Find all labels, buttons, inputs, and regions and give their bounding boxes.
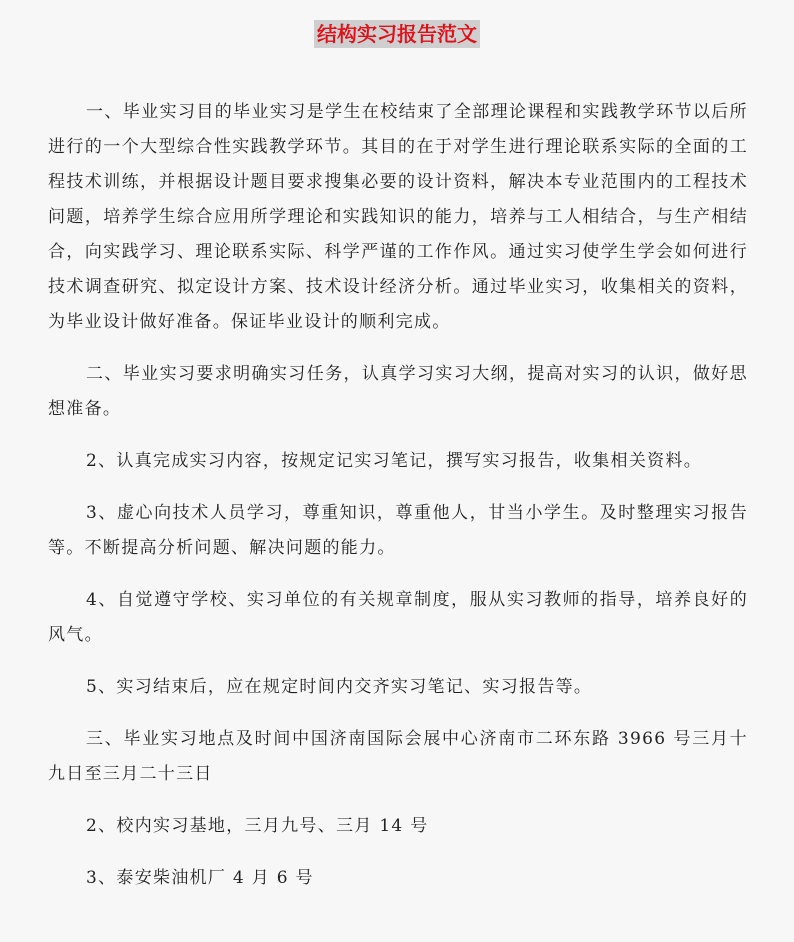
paragraph-requirement-2: 2、认真完成实习内容，按规定记实习笔记，撰写实习报告，收集相关资料。: [86, 451, 703, 471]
paragraph-internship-location: 三、毕业实习地点及时间中国济南国际会展中心济南市二环东路 3966 号三月十九日至三月二十三日: [48, 729, 748, 784]
paragraph-requirement-3: 3、虚心向技术人员学习，尊重知识，尊重他人，甘当小学生。及时整理实习报告等。不断提高分析问题、解决问题的能力。: [48, 503, 748, 558]
paragraph-internship-requirements: 二、毕业实习要求明确实习任务，认真学习实习大纲，提高对实习的认识，做好思想准备。: [48, 364, 748, 419]
paragraph-location-2: 2、校内实习基地，三月九号、三月 14 号: [86, 816, 429, 836]
title-container: [0, 20, 794, 48]
paragraph-location-3: 3、泰安柴油机厂 4 月 6 号: [86, 868, 314, 888]
paragraph-requirement-4: 4、自觉遵守学校、实习单位的有关规章制度，服从实习教师的指导，培养良好的风气。: [48, 590, 748, 645]
document-body: [48, 95, 748, 913]
paragraph-requirement-5: 5、实习结束后，应在规定时间内交齐实习笔记、实习报告等。: [86, 677, 593, 697]
document-title: 结构实习报告范文: [314, 20, 480, 48]
paragraph-internship-purpose: 一、毕业实习目的毕业实习是学生在校结束了全部理论课程和实践教学环节以后所进行的一个大型综合性实践教学环节。其目的在于对学生进行理论联系实际的全面的工程技术训练，并根据设计题目要求搜集必要的设计资料，解决本专业范围内的工程技术问题，培养学生综合应用所学理论和实践知识的能力，培养与工人相结合，与生产相结合，向实践学习、理论联系实际、科学严谨的工作作风。通过实习使学生学会如何进行技术调查研究、拟定设计方案、技术设计经济分析。通过毕业实习，收集相关的资料，为毕业设计做好准备。保证毕业设计的顺利完成。: [48, 102, 748, 332]
